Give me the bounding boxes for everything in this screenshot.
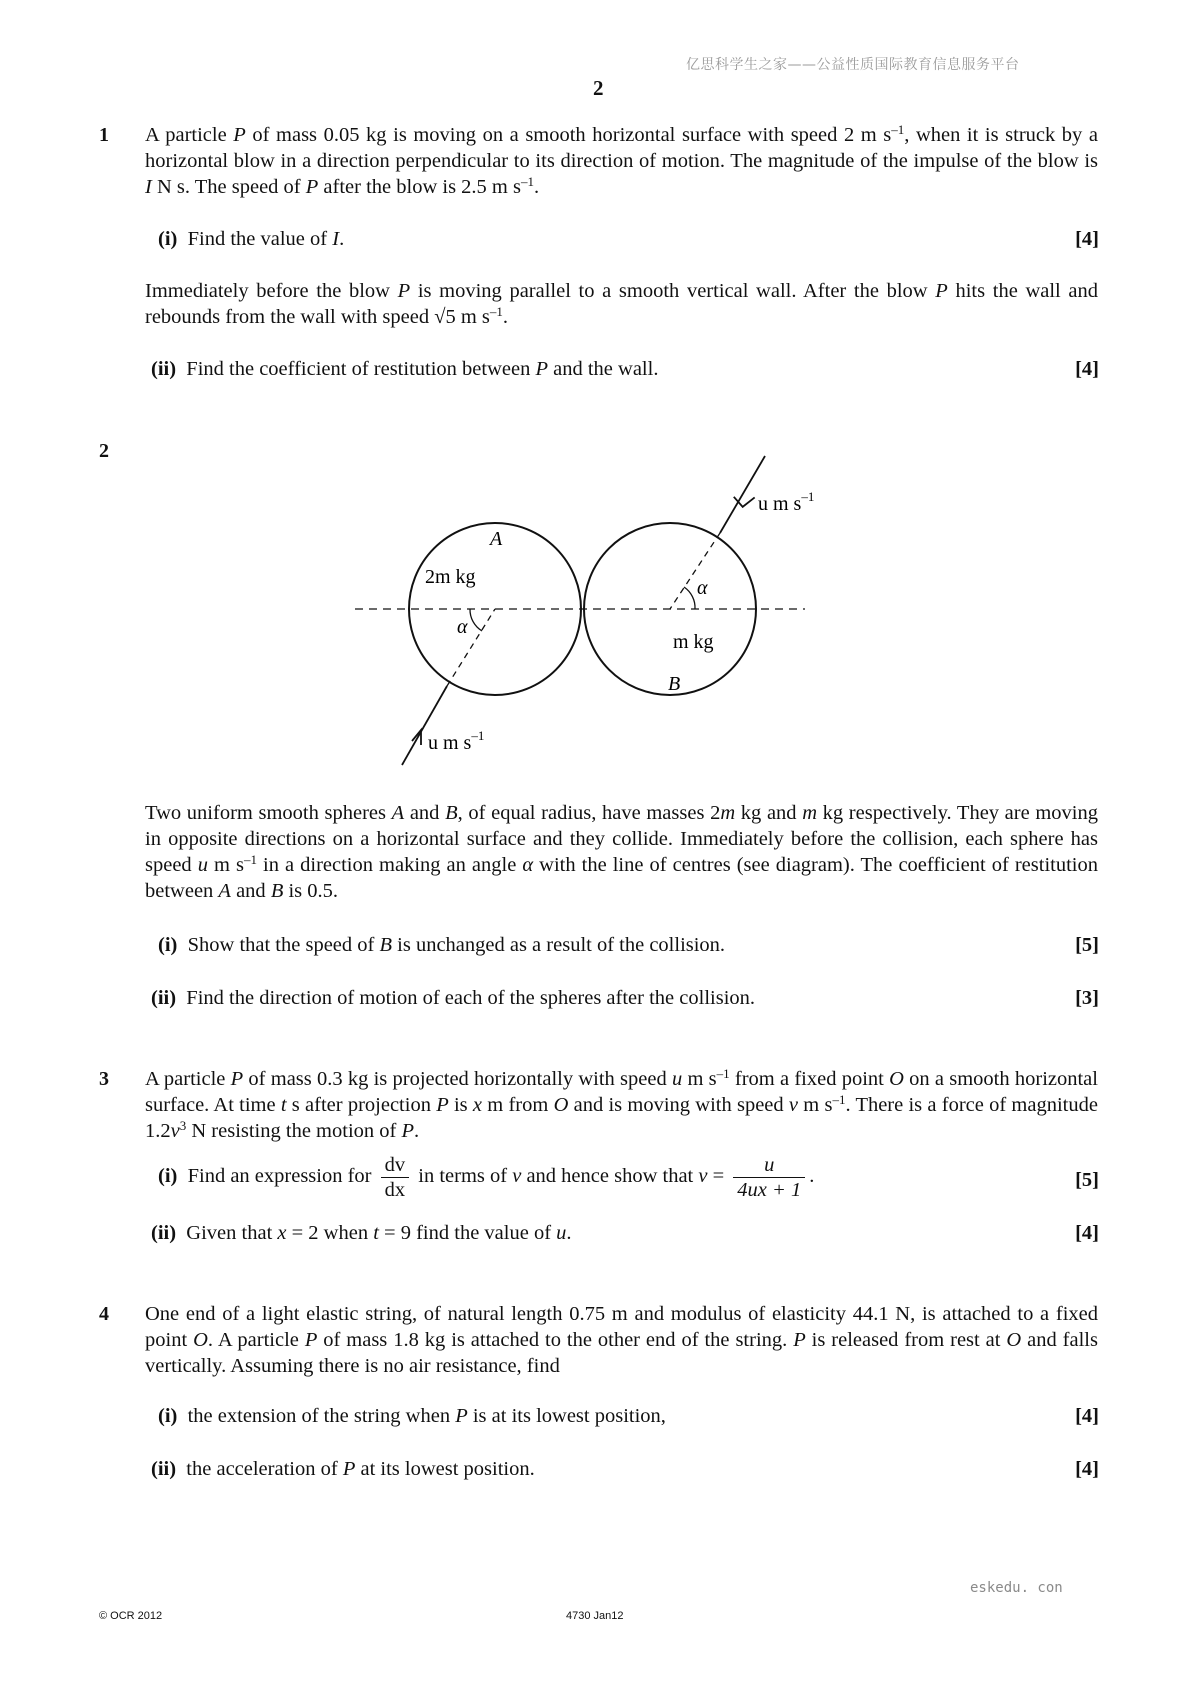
header-watermark: 亿思科学生之家——公益性质国际教育信息服务平台 bbox=[686, 57, 1020, 73]
question-1-part-i-marks: [4] bbox=[1075, 228, 1099, 250]
question-1-continuation: Immediately before the blow P is moving parallel to a smooth vertical wall. After the blow P hits the wall and rebounds from the wall with speed √5 m $s^{-1}$. bbox=[145, 280, 1098, 328]
spheres-collision-diagram bbox=[340, 450, 820, 770]
footer-paper-code: 4730 Jan12 bbox=[566, 1610, 624, 1622]
velocity-fraction: $\frac{u}{4ux + 1}$ bbox=[733, 1153, 805, 1202]
mass-b-label: m kg bbox=[673, 631, 714, 653]
question-3-part-i-marks: [5] bbox=[1075, 1169, 1099, 1191]
question-3-part-ii-marks: [4] bbox=[1075, 1222, 1099, 1244]
page-number: 2 bbox=[593, 76, 604, 100]
velocity-line-a-dashed bbox=[447, 609, 495, 686]
question-4-part-ii-marks: [4] bbox=[1075, 1458, 1099, 1480]
question-3-part-i: (i) Find an expression for $\frac{dv}{dx}$ in terms of v and hence show that v = $\frac{u}{4ux + 1}$ . bbox=[158, 1154, 815, 1201]
question-2-text: Two uniform smooth spheres A and B, of equal radius, have masses 2m kg and m kg respectively. They are moving in opposite directions on a horizontal surface and they collide. Immediately before the collision, each sphere has speed u m $s^{-1}$ in a direction making an angle α with the line of centres (see diagram). The coefficient of restitution between A and B is 0.5. bbox=[145, 802, 1099, 902]
angle-label-a: α bbox=[457, 616, 468, 638]
angle-arc-a bbox=[470, 609, 482, 631]
dv-dx-fraction: $\frac{dv}{dx}$ bbox=[381, 1153, 410, 1202]
mass-a-label: 2m kg bbox=[425, 566, 476, 588]
label-b: B bbox=[668, 673, 681, 695]
velocity-line-b-dashed bbox=[670, 533, 720, 609]
footer-watermark: eskedu. con bbox=[970, 1580, 1063, 1596]
angle-label-b: α bbox=[697, 577, 708, 599]
question-3-part-ii: (ii) Given that x = 2 when t = 9 find the value of u. bbox=[151, 1222, 572, 1244]
question-2-part-ii-marks: [3] bbox=[1075, 987, 1099, 1009]
question-4-number: 4 bbox=[99, 1303, 109, 1325]
angle-arc-b bbox=[684, 587, 695, 609]
question-3-number: 3 bbox=[99, 1068, 109, 1090]
question-1-part-ii-marks: [4] bbox=[1075, 358, 1099, 380]
label-a: A bbox=[490, 528, 503, 550]
question-4-part-ii: (ii) the acceleration of P at its lowest position. bbox=[151, 1458, 535, 1480]
footer-copyright: © OCR 2012 bbox=[99, 1610, 163, 1622]
speed-label-top: u m $s^{-1}$ bbox=[758, 489, 815, 515]
speed-label-bottom: u m $s^{-1}$ bbox=[428, 728, 485, 754]
question-2-part-i-marks: [5] bbox=[1075, 934, 1099, 956]
question-1-part-ii: (ii) Find the coefficient of restitution between P and the wall. bbox=[151, 358, 659, 380]
question-2-part-i: (i) Show that the speed of B is unchanged as a result of the collision. bbox=[158, 934, 726, 956]
arrowhead-b-icon bbox=[734, 492, 756, 509]
question-4-text: One end of a light elastic string, of natural length 0.75 m and modulus of elasticity 44.1 N, is attached to a fixed point O. A particle P of mass 1.8 kg is attached to the other end of the string. P is released from rest at O and falls vertically. Assuming there is no air resistance, find bbox=[145, 1303, 1098, 1377]
question-2-number: 2 bbox=[99, 440, 109, 462]
arrowhead-a-icon bbox=[412, 730, 421, 745]
question-3-text: A particle P of mass 0.3 kg is projected horizontally with speed u m $s^{-1}$ from a fixed point O on a smooth horizontal surface. At time t s after projection P is x m from O and is moving with speed v m $s^{-1}$. There is a force of magnitude $1.2v^3$ N resisting the motion of P. bbox=[145, 1066, 1098, 1142]
question-1-number: 1 bbox=[99, 124, 109, 146]
question-1-part-i: (i) Find the value of I. bbox=[158, 228, 345, 250]
question-4-part-i-marks: [4] bbox=[1075, 1405, 1099, 1427]
question-4-part-i: (i) the extension of the string when P is at its lowest position, bbox=[158, 1405, 666, 1427]
question-2-part-ii: (ii) Find the direction of motion of each of the spheres after the collision. bbox=[151, 987, 756, 1009]
question-1-text: A particle P of mass 0.05 kg is moving on a smooth horizontal surface with speed 2 m $s^{-1}$, when it is struck by a horizontal blow in a direction perpendicular to its direction of motion. The magnitude of the impulse of the blow is I N s. The speed of P after the blow is 2.5 m $s^{-1}$. bbox=[145, 122, 1098, 198]
